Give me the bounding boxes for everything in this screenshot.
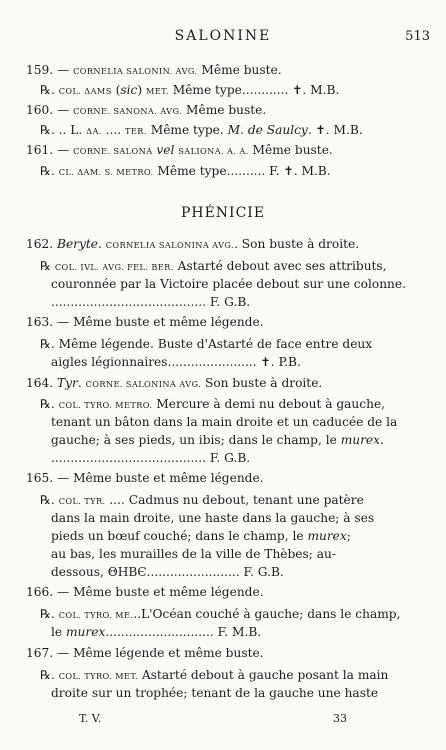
reverse-line — [40, 606, 400, 623]
body-text: ℞. Même légende. Buste d'Astarté de face entre deux — [40, 337, 373, 351]
body-text: dans la main droite, une haste dans la gauche; à ses — [51, 511, 375, 525]
body-text: ℞ — [40, 259, 55, 273]
body-text: aigles légionnaires....................... ✝. P.B. — [51, 355, 301, 369]
continuation-line — [51, 294, 250, 310]
page-footer — [0, 712, 446, 730]
body-text: droite sur un trophée; tenant de la gauche une haste — [51, 686, 379, 700]
legend-text: COL. IVL. AVG. FEL. BER. — [54, 262, 174, 272]
body-text: .... — [101, 123, 126, 137]
body-text: 160. — — [26, 103, 74, 117]
body-text: ℞. — [40, 397, 59, 411]
legend-text: ΔA. — [86, 126, 102, 136]
reverse-line — [40, 336, 372, 352]
body-text: tenant un bâton dans la main droite et un caducée de la — [51, 415, 398, 429]
legend-text: CORNE. SANONA. AVG. — [73, 106, 183, 116]
body-text: Astarté debout à gauche posant la main — [138, 668, 389, 682]
legend-text: COL. TYRO. METRO. — [58, 400, 153, 410]
reverse-line — [40, 396, 385, 413]
page-number: 513 — [405, 29, 430, 44]
body-text: . — [380, 433, 384, 447]
body-text: ℞. — [40, 493, 59, 507]
running-header — [0, 28, 446, 48]
body-text: . — [77, 376, 86, 390]
continuation-line — [51, 510, 374, 526]
legend-text: COL. TYRO. ME. — [58, 610, 134, 620]
entry-line — [26, 645, 264, 661]
italic-text: Beryte — [57, 237, 99, 251]
continuation-line — [51, 528, 351, 544]
body-text: 167. — Même légende et même buste. — [26, 646, 264, 660]
legend-text: MET. — [146, 86, 169, 96]
continuation-line — [51, 354, 301, 370]
body-text: ℞. .. L. — [40, 123, 87, 137]
italic-text: sic — [120, 83, 138, 97]
italic-text: murex — [66, 625, 106, 639]
body-text: ℞. — [40, 607, 59, 621]
legend-text: CORNE. SALONA — [73, 146, 153, 156]
continuation-line — [51, 432, 384, 448]
body-text: Même buste. — [197, 63, 282, 77]
legend-text: CORNELIA SALONIN. AVG. — [73, 66, 198, 76]
legend-text: SALIONA. A. A. — [178, 146, 249, 156]
sheet-number: 33 — [333, 712, 347, 725]
body-text: ( — [111, 83, 121, 97]
entry-line — [26, 62, 282, 79]
reverse-line — [40, 667, 388, 684]
entry-line — [26, 236, 359, 253]
body-text: .... Cadmus nu debout, tenant une patère — [105, 493, 364, 507]
body-text: couronnée par la Victoire placée debout sur une colonne. — [51, 277, 406, 291]
body-text: . — [98, 237, 106, 251]
italic-text: murex — [340, 433, 381, 447]
body-text: ℞. — [40, 668, 59, 682]
body-text: Mercure à demi nu debout à gauche, — [152, 397, 386, 411]
body-text: 159. — — [26, 63, 74, 77]
body-text: 163. — Même buste et même légende. — [26, 315, 264, 329]
continuation-line — [51, 564, 284, 580]
body-text: ; — [346, 529, 351, 543]
body-text: Même type............ ✝. M.B. — [168, 83, 340, 97]
entry-line — [26, 375, 322, 392]
body-text: ℞. — [40, 164, 59, 178]
entry-line — [26, 102, 266, 119]
continuation-line — [51, 624, 261, 640]
running-title: SALONINE — [174, 28, 272, 44]
body-text: Même type.......... F. ✝. M.B. — [153, 164, 331, 178]
continuation-line — [51, 450, 250, 466]
reverse-line — [40, 122, 363, 139]
body-text: 162. — [26, 237, 58, 251]
body-text: Astarté debout avec ses attributs, — [173, 259, 387, 273]
italic-text: vel — [156, 143, 175, 157]
reverse-line — [40, 258, 387, 275]
body-text: pieds un bœuf couché; dans le champ, le — [51, 529, 308, 543]
italic-text: murex — [307, 529, 347, 543]
body-text: Son buste à droite. — [201, 376, 323, 390]
legend-text: TER. — [125, 126, 147, 136]
legend-text: COL. TYRO. MET. — [58, 671, 138, 681]
continuation-line — [51, 414, 397, 430]
legend-text: CORNE. SALONINA AVG. — [85, 379, 202, 389]
continuation-line — [51, 685, 378, 701]
body-text: Même type. — [146, 123, 228, 137]
continuation-line — [51, 546, 336, 562]
legend-text: CORNELIA SALONINA AVG. — [105, 240, 235, 250]
body-text: 166. — Même buste et même légende. — [26, 585, 264, 599]
body-text: 164. — [26, 376, 58, 390]
reverse-line — [40, 492, 364, 509]
body-text: dessous, ΘΗΒЄ........................ F. G.B. — [51, 565, 284, 579]
body-text: ........................................ F. G.B. — [51, 295, 251, 309]
body-text: ℞. — [40, 83, 59, 97]
body-text: ) — [137, 83, 146, 97]
body-text: 165. — Même buste et même légende. — [26, 471, 264, 485]
continuation-line — [51, 276, 406, 292]
body-text: ............................ F. M.B. — [105, 625, 262, 639]
italic-text: M. de Saulcy — [227, 123, 308, 137]
body-text: . ✝. M.B. — [307, 123, 363, 137]
entry-line — [26, 470, 264, 486]
section-heading: PHÉNICIE — [180, 205, 266, 221]
signature-mark: T. V. — [79, 712, 102, 725]
reverse-line — [40, 163, 331, 180]
legend-text: CL. ΔAM. S. METRO. — [58, 167, 154, 177]
italic-text: Tyr — [57, 376, 78, 390]
body-text: 161. — — [26, 143, 74, 157]
body-text: le — [51, 625, 66, 639]
body-text: Même buste. — [182, 103, 267, 117]
reverse-line — [40, 82, 339, 99]
body-text: ........................................ F. G.B. — [51, 451, 251, 465]
body-text: au bas, les murailles de la ville de Thèbes; au- — [51, 547, 336, 561]
body-text: Même buste. — [248, 143, 333, 157]
body-text: . Son buste à droite. — [234, 237, 360, 251]
entry-line — [26, 142, 333, 159]
entry-line — [26, 314, 264, 330]
body-text: gauche; à ses pieds, un ibis; dans le champ, le — [51, 433, 341, 447]
body-text: ..L'Océan couché à gauche; dans le champ, — [133, 607, 401, 621]
legend-text: COL. TYR. — [58, 496, 106, 506]
entry-line — [26, 584, 264, 600]
legend-text: COL. ΔAMS — [58, 86, 112, 96]
